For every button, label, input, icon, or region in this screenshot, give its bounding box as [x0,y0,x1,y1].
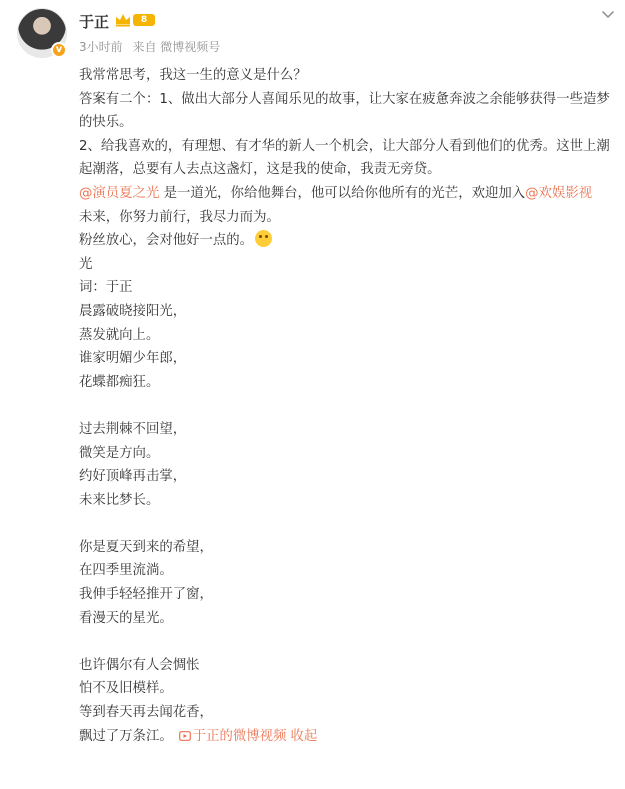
crown-icon [114,12,132,28]
poem-line: 谁家明媚少年郎， [79,351,187,367]
author-name[interactable]: 于正 [79,13,110,31]
mention-huanyu[interactable]: @欢娱影视 [525,185,593,201]
poem-line: 微笑是方向。 [79,445,160,461]
poem-line: 约好顶峰再击掌， [79,469,187,485]
chevron-down-icon[interactable] [600,6,616,22]
poem-line: 等到春天再去闻花香， [79,705,213,721]
post-line [79,229,615,253]
post-time[interactable]: 3小时前 [79,40,123,54]
poem-line: 晨露破晓接阳光， [79,303,187,319]
smile-emoji-icon [255,230,272,247]
stanza-gap [79,630,615,654]
member-badge[interactable] [114,12,155,28]
post-line: 未来，你努力前行，我尽力而为。 [79,209,280,225]
poem-text: 飘过了万条江。 [79,728,173,744]
post-text: 是一道光，你给他舞台，他可以给你他所有的光芒，欢迎加入 [159,185,526,201]
poem-line: 我伸手轻轻推开了窗， [79,587,213,603]
mention-xiazhiguang[interactable]: @演员夏之光 [79,185,160,201]
poem-line: 花蝶都痴狂。 [79,374,160,390]
poem-line: 未来比梦长。 [79,492,160,508]
stanza-gap [79,512,615,536]
poem-line: 你是夏天到来的希望， [79,539,213,555]
post-line: 2、给我喜欢的，有理想、有才华的新人一个机会，让大部分人看到他们的优秀。这世上潮起潮落，总要有人去点这盏灯，这是我的使命，我责无旁贷。 [79,138,610,178]
post-line [79,182,615,206]
poem-title: 光 [79,256,93,272]
poem-lyricist: 词：于正 [79,280,133,296]
poem-line: 蒸发就向上。 [79,327,160,343]
video-play-icon [179,731,191,741]
post-line: 答案有二个：1、做出大部分人喜闻乐见的故事，让大家在疲惫奔波之余能够获得一些造梦的快乐。 [79,91,610,131]
verified-badge-icon: v [51,42,67,58]
video-link[interactable] [179,729,287,744]
poem-line: 过去荆棘不回望， [79,421,187,437]
post-source: 来自 微博视频号 [132,40,221,54]
poem-line: 看漫天的星光。 [79,610,173,626]
post-content [79,64,615,748]
member-level: 8 [133,14,155,26]
post-meta [79,38,226,55]
stanza-gap [79,394,615,418]
poem-line [79,725,615,749]
poem-line: 在四季里流淌。 [79,563,173,579]
poem-line: 也许偶尔有人会惆怅 [79,657,200,673]
poem-line: 怕不及旧模样。 [79,681,173,697]
post-text: 粉丝放心，会对他好一点的。 [79,233,254,249]
post-line: 我常常思考，我这一生的意义是什么？ [79,68,307,83]
video-link-label: 于正的微博视频 [192,728,287,744]
collapse-button[interactable]: 收起 [290,728,318,744]
